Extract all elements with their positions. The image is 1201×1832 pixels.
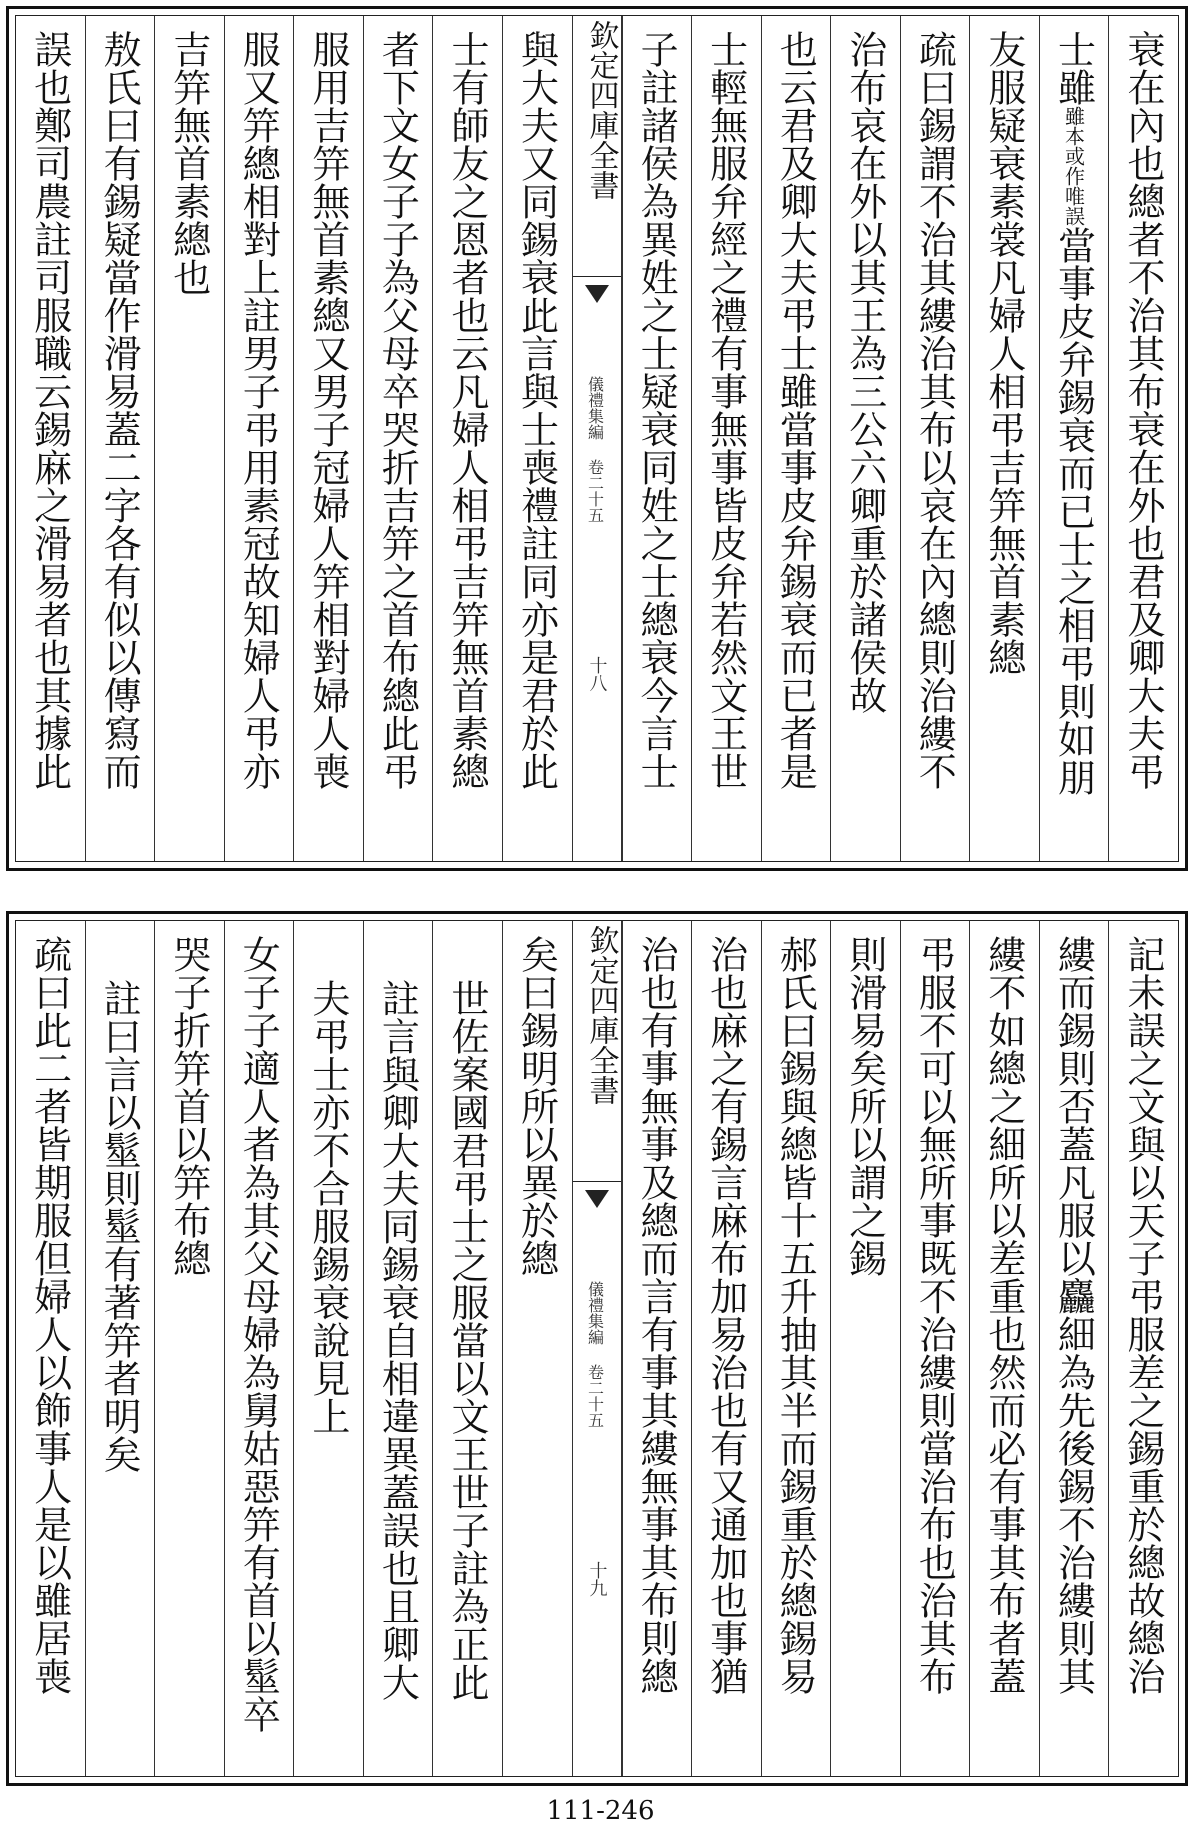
text-column: 註曰言以髽則髽有著笄者明矣 <box>85 921 155 1776</box>
column-text: 士雖 <box>1051 30 1096 106</box>
text-column: 郝氏曰錫與總皆十五升抽其半而錫重於總錫易 <box>761 921 831 1776</box>
volume-label: 儀禮集編 卷二十五 <box>585 1281 605 1428</box>
text-column: 弔服不可以無所事既不治縷則當治布也治其布 <box>900 921 970 1776</box>
volume-label: 儀禮集編 卷二十五 <box>585 376 605 523</box>
text-column: 敖氏曰有錫疑當作滑易蓋二字各有似以傳寫而 <box>85 16 155 861</box>
fish-tail-mark <box>573 1181 621 1242</box>
text-column: 則滑易矣所以謂之錫 <box>830 921 900 1776</box>
center-gutter <box>572 921 622 1776</box>
book-title: 欽定四庫全書 <box>583 925 619 1105</box>
text-column: 縷而錫則否蓋凡服以麤細為先後錫不治縷則其 <box>1039 921 1109 1776</box>
text-column: 服用吉笄無首素總又男子冠婦人笄相對婦人喪 <box>293 16 363 861</box>
text-column: 吉笄無首素總也 <box>154 16 224 861</box>
page-bottom <box>6 911 1188 1786</box>
text-column: 誤也鄭司農註司服職云錫麻之滑易者也其據此 <box>27 30 72 790</box>
text-column: 治也有事無事及總而言有事其縷無事其布則總 <box>622 921 692 1776</box>
text-frame-bottom <box>15 920 1179 1777</box>
text-column: 世佐案國君弔士之服當以文王世子註為正此 <box>432 921 502 1776</box>
text-column: 疏曰錫謂不治其縷治其布以哀在內總則治縷不 <box>900 16 970 861</box>
text-column: 者下文女子子為父母卒哭折吉笄之首布總此弔 <box>363 16 433 861</box>
book-title: 欽定四庫全書 <box>583 20 619 200</box>
text-column: 記未誤之文與以天子弔服差之錫重於總故總治 <box>1108 921 1178 1776</box>
text-column: 士有師友之恩者也云凡婦人相弔吉笄無首素總 <box>432 16 502 861</box>
text-column: 子註諸侯為異姓之士疑衰同姓之士總衰今言士 <box>622 16 692 861</box>
page-number: 十九 <box>586 1561 608 1597</box>
page-number: 十八 <box>586 656 608 692</box>
text-column: 註言與卿大夫同錫衰自相違異蓋誤也且卿大 <box>363 921 433 1776</box>
page-top <box>6 6 1188 871</box>
text-column: 矣曰錫明所以異於總 <box>502 921 572 1776</box>
text-column: 衰在內也總者不治其布衰在外也君及卿大夫弔 <box>1108 16 1178 861</box>
text-column: 治布哀在外以其王為三公六卿重於諸侯故 <box>830 16 900 861</box>
text-column: 士輕無服弁經之禮有事無事皆皮弁若然文王世 <box>691 16 761 861</box>
text-column: 與大夫又同錫衰此言與士喪禮註同亦是君於此 <box>502 16 572 861</box>
center-gutter <box>572 16 622 861</box>
text-column: 哭子折笄首以笄布總 <box>154 921 224 1776</box>
text-column: 縷不如總之細所以差重也然而必有事其布者蓋 <box>969 921 1039 1776</box>
page-footer-number: 111-246 <box>546 1796 655 1826</box>
interlinear-note: 雖本或作唯誤 <box>1061 106 1086 226</box>
text-column: 女子子適人者為其父母婦為舅姑惡笄有首以髽卒 <box>224 921 294 1776</box>
text-column: 友服疑衰素裳凡婦人相弔吉笄無首素總 <box>969 16 1039 861</box>
text-column: 服又笄總相對上註男子弔用素冠故知婦人弔亦 <box>224 16 294 861</box>
fish-tail-mark <box>573 276 621 337</box>
column-text: 當事皮弁錫衰而已士之相弔則如朋 <box>1051 226 1096 796</box>
text-column: 疏曰此二者皆期服但婦人以飾事人是以雖居喪 <box>27 935 72 1695</box>
text-column: 治也麻之有錫言麻布加易治也有又通加也事猶 <box>691 921 761 1776</box>
text-frame-top <box>15 15 1179 862</box>
text-column <box>1039 16 1109 861</box>
text-column: 也云君及卿大夫弔士雖當事皮弁錫衰而已者是 <box>761 16 831 861</box>
text-column: 夫弔士亦不合服錫衰說見上 <box>293 921 363 1776</box>
